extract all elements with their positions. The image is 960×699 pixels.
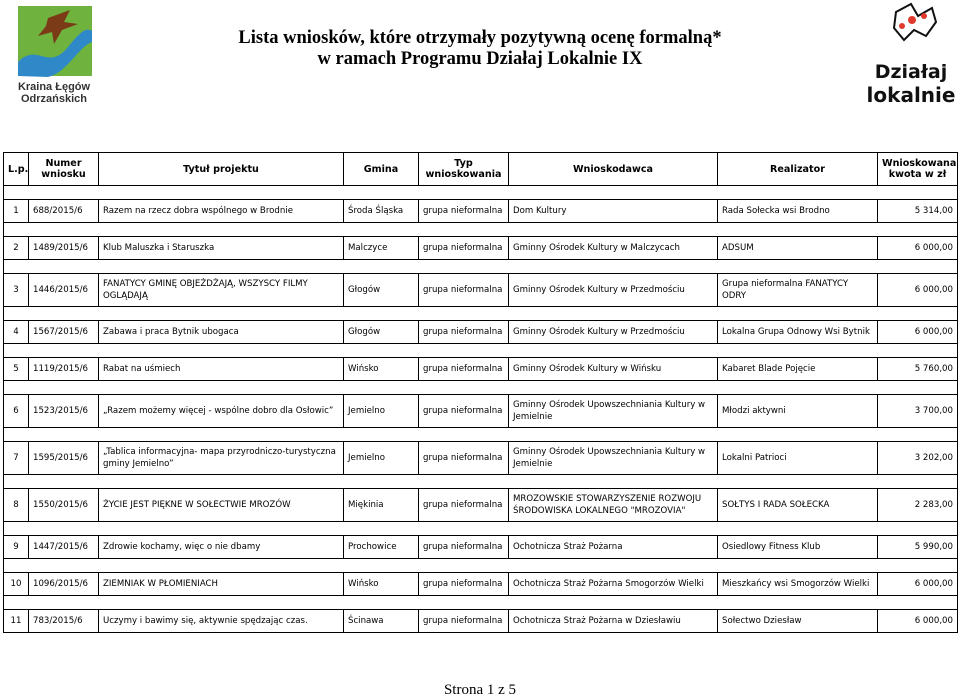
spacer-row	[4, 344, 958, 358]
cell-lp: 9	[4, 536, 29, 559]
cell-wnioskodawca: Ochotnicza Straż Pożarna Smogorzów Wielki	[509, 573, 718, 596]
cell-tytul: „Razem możemy więcej - wspólne dobro dla Osłowic”	[99, 395, 344, 428]
cell-numer: 1489/2015/6	[29, 237, 99, 260]
table-row	[4, 358, 958, 381]
title-line-1: Lista wniosków, które otrzymały pozytywną ocenę formalną*	[238, 28, 722, 48]
cell-wnioskodawca: Gminny Ośrodek Kultury w Przedmościu	[509, 321, 718, 344]
spacer-cell	[4, 596, 958, 610]
cell-kwota: 5 990,00	[878, 536, 958, 559]
cell-kwota: 6 000,00	[878, 274, 958, 307]
header-row	[4, 153, 958, 186]
table-body	[4, 186, 958, 633]
spacer-cell	[4, 475, 958, 489]
cell-kwota: 3 700,00	[878, 395, 958, 428]
cell-kwota: 6 000,00	[878, 321, 958, 344]
applications-table	[3, 152, 958, 633]
cell-gmina: Miękinia	[344, 489, 419, 522]
cell-gmina: Środa Śląska	[344, 200, 419, 223]
cell-typ: grupa nieformalna	[419, 321, 509, 344]
cell-realizator: SOŁTYS I RADA SOŁECKA	[718, 489, 878, 522]
table-row	[4, 573, 958, 596]
cell-kwota: 5 760,00	[878, 358, 958, 381]
title-line-2: w ramach Programu Działaj Lokalnie IX	[317, 49, 643, 69]
cell-numer: 783/2015/6	[29, 610, 99, 633]
cell-typ: grupa nieformalna	[419, 358, 509, 381]
cell-typ: grupa nieformalna	[419, 610, 509, 633]
cell-realizator: ADSUM	[718, 237, 878, 260]
cell-realizator: Osiedlowy Fitness Klub	[718, 536, 878, 559]
header-realizator: Realizator	[718, 153, 878, 186]
cell-lp: 6	[4, 395, 29, 428]
cell-wnioskodawca: Dom Kultury	[509, 200, 718, 223]
spacer-row	[4, 559, 958, 573]
cell-numer: 1446/2015/6	[29, 274, 99, 307]
cell-realizator: Rada Sołecka wsi Brodno	[718, 200, 878, 223]
spacer-row	[4, 186, 958, 200]
cell-tytul: ZIEMNIAK W PŁOMIENIACH	[99, 573, 344, 596]
header-kwota: Wnioskowana kwota w zł	[878, 153, 958, 186]
cell-tytul: Zabawa i praca Bytnik ubogaca	[99, 321, 344, 344]
cell-gmina: Prochowice	[344, 536, 419, 559]
cell-gmina: Jemielno	[344, 395, 419, 428]
cell-lp: 7	[4, 442, 29, 475]
cell-numer: 1595/2015/6	[29, 442, 99, 475]
cell-gmina: Malczyce	[344, 237, 419, 260]
cell-tytul: Rabat na uśmiech	[99, 358, 344, 381]
cell-numer: 1119/2015/6	[29, 358, 99, 381]
table-row	[4, 536, 958, 559]
spacer-cell	[4, 186, 958, 200]
header-gmina: Gmina	[344, 153, 419, 186]
spacer-row	[4, 522, 958, 536]
cell-kwota: 6 000,00	[878, 237, 958, 260]
cell-kwota: 6 000,00	[878, 573, 958, 596]
cell-typ: grupa nieformalna	[419, 237, 509, 260]
spacer-cell	[4, 381, 958, 395]
cell-typ: grupa nieformalna	[419, 573, 509, 596]
spacer-row	[4, 596, 958, 610]
table-row	[4, 489, 958, 522]
cell-realizator: Młodzi aktywni	[718, 395, 878, 428]
cell-lp: 11	[4, 610, 29, 633]
table-row	[4, 610, 958, 633]
cell-wnioskodawca: Gminny Ośrodek Upowszechniania Kultury w Jemielnie	[509, 395, 718, 428]
cell-lp: 1	[4, 200, 29, 223]
svg-text:Działaj: Działaj	[874, 61, 948, 83]
spacer-row	[4, 381, 958, 395]
cell-gmina: Wińsko	[344, 358, 419, 381]
cell-lp: 4	[4, 321, 29, 344]
spacer-row	[4, 223, 958, 237]
spacer-row	[4, 260, 958, 274]
spacer-cell	[4, 260, 958, 274]
cell-wnioskodawca: Ochotnicza Straż Pożarna w Dziesławiu	[509, 610, 718, 633]
cell-lp: 3	[4, 274, 29, 307]
cell-wnioskodawca: Gminny Ośrodek Kultury w Wińsku	[509, 358, 718, 381]
cell-realizator: Lokalni Patrioci	[718, 442, 878, 475]
cell-numer: 1550/2015/6	[29, 489, 99, 522]
cell-lp: 5	[4, 358, 29, 381]
spacer-cell	[4, 307, 958, 321]
cell-gmina: Wińsko	[344, 573, 419, 596]
svg-text:Kraina Łęgów: Kraina Łęgów	[17, 81, 91, 93]
table-row	[4, 442, 958, 475]
cell-numer: 1096/2015/6	[29, 573, 99, 596]
cell-lp: 2	[4, 237, 29, 260]
cell-tytul: „Tablica informacyjna- mapa przyrodniczo-turystyczna gminy Jemielno”	[99, 442, 344, 475]
cell-wnioskodawca: MROZOWSKIE STOWARZYSZENIE ROZWOJU ŚRODOWISKA LOKALNEGO "MROZOVIA"	[509, 489, 718, 522]
spacer-cell	[4, 428, 958, 442]
cell-gmina: Ścinawa	[344, 610, 419, 633]
cell-tytul: ŻYCIE JEST PIĘKNE W SOŁECTWIE MROZÓW	[99, 489, 344, 522]
cell-tytul: FANATYCY GMINĘ OBJEŻDŻAJĄ, WSZYSCY FILMY OGLĄDAJĄ	[99, 274, 344, 307]
cell-numer: 1447/2015/6	[29, 536, 99, 559]
cell-gmina: Jemielno	[344, 442, 419, 475]
cell-typ: grupa nieformalna	[419, 395, 509, 428]
table-row	[4, 200, 958, 223]
spacer-cell	[4, 559, 958, 573]
spacer-row	[4, 307, 958, 321]
cell-realizator: Sołectwo Dziesław	[718, 610, 878, 633]
header-lp: L.p.	[4, 153, 29, 186]
spacer-row	[4, 428, 958, 442]
page-title	[0, 28, 960, 70]
page-footer: Strona 1 z 5	[443, 682, 517, 698]
spacer-cell	[4, 522, 958, 536]
cell-kwota: 5 314,00	[878, 200, 958, 223]
cell-realizator: Kabaret Blade Pojęcie	[718, 358, 878, 381]
cell-numer: 1567/2015/6	[29, 321, 99, 344]
cell-wnioskodawca: Gminny Ośrodek Kultury w Malczycach	[509, 237, 718, 260]
header-wnioskodawca: Wnioskodawca	[509, 153, 718, 186]
spacer-cell	[4, 344, 958, 358]
svg-text:lokalnie: lokalnie	[866, 83, 956, 106]
table-row	[4, 321, 958, 344]
cell-realizator: Lokalna Grupa Odnowy Wsi Bytnik	[718, 321, 878, 344]
cell-typ: grupa nieformalna	[419, 200, 509, 223]
cell-numer: 1523/2015/6	[29, 395, 99, 428]
cell-wnioskodawca: Ochotnicza Straż Pożarna	[509, 536, 718, 559]
cell-tytul: Uczymy i bawimy się, aktywnie spędzając czas.	[99, 610, 344, 633]
cell-typ: grupa nieformalna	[419, 536, 509, 559]
header-numer: Numer wniosku	[29, 153, 99, 186]
cell-tytul: Zdrowie kochamy, więc o nie dbamy	[99, 536, 344, 559]
cell-gmina: Głogów	[344, 274, 419, 307]
cell-numer: 688/2015/6	[29, 200, 99, 223]
cell-kwota: 6 000,00	[878, 610, 958, 633]
cell-lp: 10	[4, 573, 29, 596]
spacer-row	[4, 475, 958, 489]
cell-kwota: 3 202,00	[878, 442, 958, 475]
cell-typ: grupa nieformalna	[419, 274, 509, 307]
cell-gmina: Głogów	[344, 321, 419, 344]
cell-realizator: Grupa nieformalna FANATYCY ODRY	[718, 274, 878, 307]
cell-tytul: Klub Maluszka i Staruszka	[99, 237, 344, 260]
spacer-cell	[4, 223, 958, 237]
table-row	[4, 237, 958, 260]
table-row	[4, 274, 958, 307]
header-typ: Typ wnioskowania	[419, 153, 509, 186]
cell-wnioskodawca: Gminny Ośrodek Kultury w Przedmościu	[509, 274, 718, 307]
cell-typ: grupa nieformalna	[419, 489, 509, 522]
svg-text:Odrzańskich: Odrzańskich	[20, 93, 88, 105]
cell-lp: 8	[4, 489, 29, 522]
header-tytul: Tytuł projektu	[99, 153, 344, 186]
cell-realizator: Mieszkańcy wsi Smogorzów Wielki	[718, 573, 878, 596]
cell-wnioskodawca: Gminny Ośrodek Upowszechniania Kultury w Jemielnie	[509, 442, 718, 475]
cell-tytul: Razem na rzecz dobra wspólnego w Brodnie	[99, 200, 344, 223]
cell-typ: grupa nieformalna	[419, 442, 509, 475]
table-row	[4, 395, 958, 428]
cell-kwota: 2 283,00	[878, 489, 958, 522]
